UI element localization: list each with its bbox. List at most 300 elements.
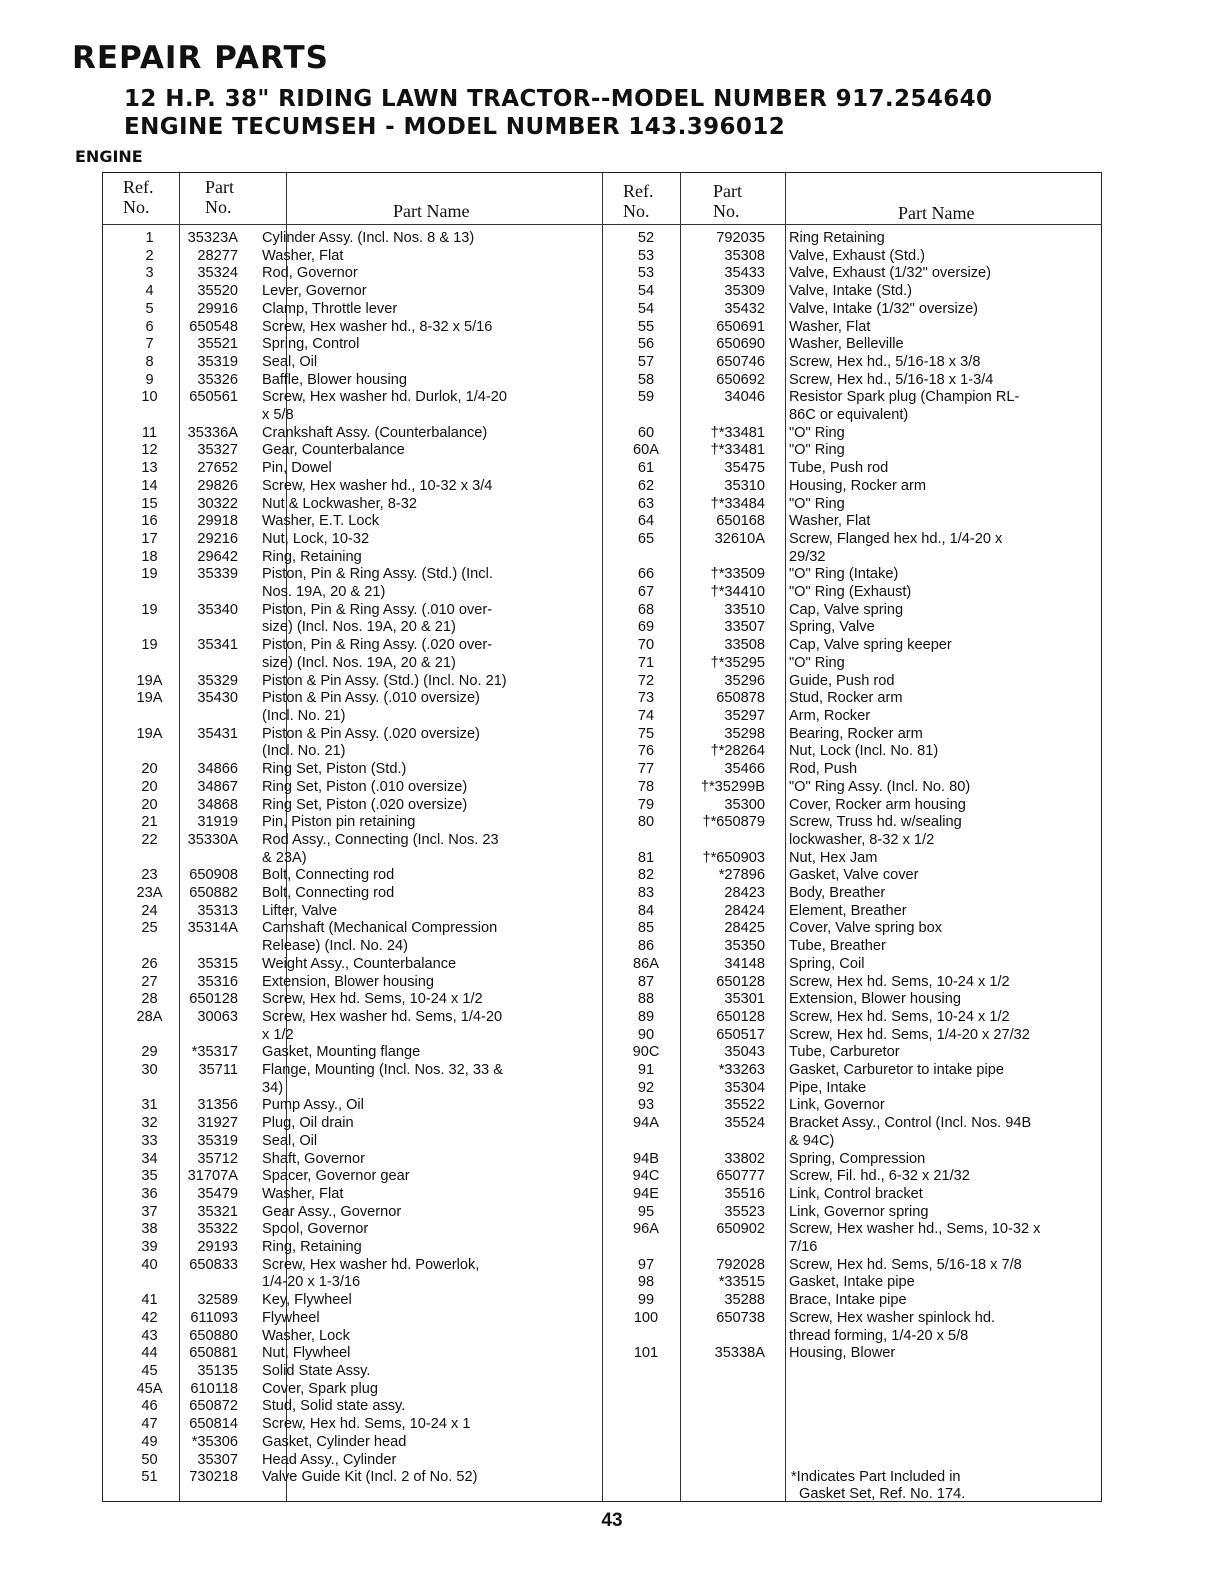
part-number-cell: 650168 — [716, 513, 765, 530]
part-name-cell: Screw, Hex washer spinlock hd. — [789, 1309, 996, 1326]
ref-cell: 65 — [637, 530, 655, 547]
part-name-cell: & 23A) — [262, 849, 307, 866]
part-name-cell: Rod, Governor — [262, 265, 358, 282]
part-number-cell: 650517 — [716, 1026, 765, 1043]
ref-cell: 28 — [141, 991, 158, 1008]
left-parts-list — [127, 230, 558, 1487]
ref-cell — [127, 407, 172, 425]
ref-cell: 94E — [633, 1185, 659, 1202]
ref-cell: 47 — [141, 1416, 158, 1433]
table-row — [611, 230, 1084, 248]
table-row — [611, 1186, 1084, 1204]
ref-cell: 30 — [141, 1062, 158, 1079]
ref-cell: 46 — [141, 1398, 158, 1415]
part-number-cell: †*33481 — [710, 424, 765, 441]
part-name-cell: Plug, Oil drain — [262, 1115, 354, 1132]
part-name-cell: 86C or equivalent) — [789, 407, 909, 424]
ref-cell: 28A — [136, 1008, 163, 1025]
table-row — [127, 1398, 558, 1416]
part-name-cell: Washer, Flat — [789, 318, 871, 335]
table-row — [127, 1168, 558, 1186]
ref-cell: 3 — [145, 265, 154, 282]
table-row — [127, 1274, 558, 1292]
table-row — [611, 1168, 1084, 1186]
part-number-cell: †*28264 — [710, 743, 765, 760]
part-number-cell: 34868 — [197, 796, 238, 813]
table-row — [127, 867, 558, 885]
part-name-cell: Screw, Hex hd. Sems, 10-24 x 1/2 — [262, 991, 483, 1008]
part-number-cell: 35516 — [724, 1185, 765, 1202]
table-row — [127, 797, 558, 815]
ref-cell: 70 — [637, 637, 655, 654]
part-name-cell: Nut, Lock, 10-32 — [262, 530, 370, 547]
part-name-cell: Ring Set, Piston (.010 oversize) — [262, 778, 468, 795]
table-row — [127, 407, 558, 425]
right-parts-list — [611, 230, 1084, 1363]
part-number-cell: 31356 — [197, 1097, 238, 1114]
ref-cell — [127, 1027, 172, 1045]
ref-cell: 19 — [141, 566, 158, 583]
ref-cell: 93 — [637, 1097, 655, 1114]
ref-cell: 20 — [141, 761, 158, 778]
part-number-cell — [172, 655, 252, 673]
part-number-cell: 650746 — [716, 353, 765, 370]
ref-cell: 73 — [637, 690, 655, 707]
table-row — [127, 1221, 558, 1239]
part-name-cell: Spring, Compression — [789, 1150, 926, 1167]
part-name-cell: Gasket, Valve cover — [789, 867, 919, 884]
table-row — [611, 319, 1084, 337]
table-row — [611, 566, 1084, 584]
ref-cell: 42 — [141, 1309, 158, 1326]
ref-cell: 64 — [637, 513, 655, 530]
part-name-cell: Link, Control bracket — [789, 1185, 923, 1202]
table-row — [127, 1027, 558, 1045]
table-row — [611, 549, 1084, 567]
ref-cell — [127, 1080, 172, 1098]
part-number-cell: 35523 — [724, 1203, 765, 1220]
part-number-cell: 34867 — [197, 778, 238, 795]
table-row — [127, 1133, 558, 1151]
table-row — [611, 372, 1084, 390]
footnote: *Indicates Part Included in Gasket Set, Ref. No. 174. — [791, 1469, 966, 1502]
table-row — [127, 319, 558, 337]
table-row — [611, 442, 1084, 460]
table-row — [127, 1257, 558, 1275]
part-number-cell: *35317 — [191, 1044, 238, 1061]
part-number-cell: 650872 — [189, 1398, 238, 1415]
part-name-cell: 1/4-20 x 1-3/16 — [262, 1274, 361, 1291]
part-number-cell: 35712 — [197, 1150, 238, 1167]
part-number-cell: 650692 — [716, 371, 765, 388]
ref-cell: 50 — [141, 1451, 158, 1468]
part-number-cell: 35341 — [197, 637, 238, 654]
part-name-cell: Screw, Hex washer hd., Sems, 10-32 x — [789, 1221, 1041, 1238]
table-row — [611, 1009, 1084, 1027]
part-name-cell: Ring Set, Piston (.020 oversize) — [262, 796, 468, 813]
section-label: ENGINE — [75, 147, 143, 166]
part-name-cell: Ring, Retaining — [262, 548, 362, 565]
table-row — [127, 1239, 558, 1257]
part-number-cell: 35330A — [187, 831, 238, 848]
part-number-cell: 35308 — [724, 247, 765, 264]
part-name-cell: Resistor Spark plug (Champion RL- — [789, 389, 1020, 406]
ref-cell: 84 — [637, 902, 655, 919]
ref-cell: 55 — [637, 318, 655, 335]
part-number-cell: 611093 — [190, 1309, 238, 1326]
part-name-cell: Screw, Hex hd., 5/16-18 x 3/8 — [789, 353, 981, 370]
header-ref-no-right: Ref. No. — [623, 181, 654, 221]
part-name-cell: Seal, Oil — [262, 353, 318, 370]
table-row — [127, 354, 558, 372]
table-row — [127, 460, 558, 478]
table-row — [611, 991, 1084, 1009]
table-row — [611, 974, 1084, 992]
part-number-cell: 35329 — [197, 672, 238, 689]
part-name-cell: Valve, Intake (1/32" oversize) — [789, 300, 979, 317]
part-name-cell: Spring, Coil — [789, 955, 865, 972]
ref-cell: 49 — [141, 1433, 158, 1450]
part-number-cell: 35309 — [724, 283, 765, 300]
part-name-cell: Flywheel — [262, 1309, 320, 1326]
part-name-cell: Nut & Lockwasher, 8-32 — [262, 495, 417, 512]
table-row — [127, 1381, 558, 1399]
part-name-cell: Ring Retaining — [789, 230, 885, 246]
part-name-cell: Screw, Fil. hd., 6-32 x 21/32 — [789, 1168, 970, 1185]
ref-cell: 29 — [141, 1044, 158, 1061]
part-number-cell: 35307 — [197, 1451, 238, 1468]
ref-cell: 23A — [136, 885, 163, 902]
table-row — [611, 903, 1084, 921]
part-number-cell: 650691 — [716, 318, 765, 335]
table-row — [127, 372, 558, 390]
ref-cell: 32 — [141, 1115, 158, 1132]
ref-cell — [127, 584, 172, 602]
part-number-cell: 27652 — [197, 460, 238, 477]
part-name-cell: "O" Ring — [789, 495, 845, 512]
ref-cell: 27 — [141, 973, 158, 990]
table-row — [611, 1257, 1084, 1275]
part-name-cell: Piston, Pin & Ring Assy. (Std.) (Incl. — [262, 566, 493, 583]
ref-cell: 69 — [637, 619, 655, 636]
part-name-cell: Bolt, Connecting rod — [262, 885, 395, 902]
part-name-cell: Screw, Hex washer hd., 8-32 x 5/16 — [262, 318, 493, 335]
part-name-cell: Rod, Push — [789, 761, 858, 778]
part-name-cell: Cover, Rocker arm housing — [789, 796, 966, 813]
part-name-cell: Lifter, Valve — [262, 902, 338, 919]
part-number-cell: 35479 — [197, 1185, 238, 1202]
part-name-cell: Bracket Assy., Control (Incl. Nos. 94B — [789, 1115, 1032, 1132]
ref-cell: 33 — [141, 1132, 158, 1149]
table-row — [127, 1204, 558, 1222]
part-number-cell: 31707A — [187, 1168, 238, 1185]
ref-cell: 19A — [136, 690, 163, 707]
part-number-cell: 29642 — [197, 548, 238, 565]
part-name-cell: Camshaft (Mechanical Compression — [262, 920, 498, 937]
table-row — [127, 442, 558, 460]
part-number-cell: 35323A — [187, 230, 238, 246]
table-row — [611, 673, 1084, 691]
table-row — [611, 1115, 1084, 1133]
table-row — [611, 1292, 1084, 1310]
page-number: 43 — [601, 1510, 623, 1531]
part-number-cell: 650128 — [189, 991, 238, 1008]
table-row — [127, 761, 558, 779]
part-number-cell: 35475 — [724, 460, 765, 477]
part-number-cell — [172, 850, 252, 868]
part-name-cell: Screw, Hex hd. Sems, 10-24 x 1 — [262, 1416, 471, 1433]
part-name-cell: Washer, Flat — [262, 247, 344, 264]
part-name-cell: Screw, Hex hd. Sems, 1/4-20 x 27/32 — [789, 1026, 1030, 1043]
part-number-cell: 650561 — [189, 389, 238, 406]
part-name-cell: Screw, Hex hd. Sems, 5/16-18 x 7/8 — [789, 1256, 1022, 1273]
part-name-cell: Seal, Oil — [262, 1132, 318, 1149]
ref-cell: 19 — [141, 601, 158, 618]
part-number-cell: 35043 — [724, 1044, 765, 1061]
ref-cell: 94C — [632, 1168, 660, 1185]
part-number-cell: 35313 — [197, 902, 238, 919]
part-number-cell: 35322 — [197, 1221, 238, 1238]
table-row — [127, 637, 558, 655]
part-name-cell: Screw, Hex hd. Sems, 10-24 x 1/2 — [789, 973, 1010, 990]
part-number-cell: 35433 — [724, 265, 765, 282]
part-number-cell: 31919 — [197, 814, 238, 831]
table-row — [611, 336, 1084, 354]
table-row — [611, 1345, 1084, 1363]
part-name-cell: Pipe, Intake — [789, 1079, 867, 1096]
part-number-cell: 650128 — [716, 973, 765, 990]
parts-table — [102, 172, 1102, 1502]
ref-cell: 53 — [637, 265, 655, 282]
table-row — [611, 726, 1084, 744]
part-number-cell: 650814 — [189, 1416, 238, 1433]
table-row — [127, 885, 558, 903]
ref-cell: 90C — [632, 1044, 660, 1061]
table-row — [127, 974, 558, 992]
table-row — [127, 814, 558, 832]
part-name-cell: Cylinder Assy. (Incl. Nos. 8 & 13) — [262, 230, 475, 246]
table-row — [127, 531, 558, 549]
ref-cell: 61 — [637, 460, 655, 477]
part-number-cell: †*35295 — [710, 654, 765, 671]
table-row — [127, 301, 558, 319]
table-row — [127, 1292, 558, 1310]
part-number-cell — [172, 708, 252, 726]
ref-cell: 62 — [637, 477, 655, 494]
part-name-cell: Piston, Pin & Ring Assy. (.010 over- — [262, 601, 493, 618]
part-number-cell: 610118 — [190, 1380, 238, 1397]
part-number-cell: 650690 — [716, 336, 765, 353]
part-number-cell: 730218 — [189, 1469, 238, 1486]
part-name-cell: Washer, Flat — [262, 1185, 344, 1202]
ref-cell: 5 — [145, 300, 154, 317]
table-row — [611, 1239, 1084, 1257]
table-row — [611, 708, 1084, 726]
part-name-cell: Flange, Mounting (Incl. Nos. 32, 33 & — [262, 1062, 503, 1079]
table-row — [611, 425, 1084, 443]
table-row — [127, 673, 558, 691]
part-number-cell: 35339 — [197, 566, 238, 583]
table-row — [611, 283, 1084, 301]
ref-cell: 85 — [637, 920, 655, 937]
part-number-cell: 31927 — [197, 1115, 238, 1132]
part-number-cell: 35326 — [197, 371, 238, 388]
ref-cell: 100 — [633, 1309, 659, 1326]
ref-cell: 37 — [141, 1203, 158, 1220]
table-row — [611, 956, 1084, 974]
table-row — [611, 389, 1084, 407]
part-name-cell: "O" Ring — [789, 654, 845, 671]
part-name-cell: Stud, Rocker arm — [789, 690, 903, 707]
part-name-cell: Gasket, Mounting flange — [262, 1044, 421, 1061]
part-name-cell: Screw, Hex washer hd., 10-32 x 3/4 — [262, 477, 493, 494]
ref-cell: 24 — [141, 902, 158, 919]
table-row — [127, 1416, 558, 1434]
part-name-cell: & 94C) — [789, 1132, 835, 1149]
table-row — [127, 1097, 558, 1115]
ref-cell: 54 — [637, 283, 655, 300]
ref-cell: 87 — [637, 973, 655, 990]
part-name-cell: Screw, Hex washer hd. Durlok, 1/4-20 — [262, 389, 507, 406]
part-number-cell: 28424 — [724, 902, 765, 919]
ref-cell: 98 — [637, 1274, 655, 1291]
part-number-cell: 29918 — [197, 513, 238, 530]
part-number-cell: 35319 — [197, 1132, 238, 1149]
ref-cell: 18 — [141, 548, 158, 565]
part-name-cell: (Incl. No. 21) — [262, 743, 346, 760]
table-row — [611, 1328, 1084, 1346]
part-number-cell: 34046 — [724, 389, 765, 406]
ref-cell: 19A — [136, 672, 163, 689]
table-row — [127, 1080, 558, 1098]
part-name-cell: Screw, Truss hd. w/sealing — [789, 814, 962, 831]
part-name-cell: Valve, Intake (Std.) — [789, 283, 913, 300]
ref-cell — [127, 850, 172, 868]
ref-cell: 91 — [637, 1062, 655, 1079]
part-number-cell: 35430 — [197, 690, 238, 707]
table-row — [611, 1221, 1084, 1239]
part-number-cell: 35524 — [724, 1115, 765, 1132]
part-number-cell: 35321 — [197, 1203, 238, 1220]
part-name-cell: Valve, Exhaust (1/32" oversize) — [789, 265, 992, 282]
ref-cell: 56 — [637, 336, 655, 353]
part-number-cell: 792035 — [716, 230, 765, 246]
ref-cell: 13 — [141, 460, 158, 477]
header-ref-no: Ref. No. — [123, 177, 154, 217]
table-row — [611, 1133, 1084, 1151]
table-row — [127, 619, 558, 637]
part-name-cell: "O" Ring (Intake) — [789, 566, 899, 583]
part-name-cell: Washer, E.T. Lock — [262, 513, 380, 530]
table-row — [611, 619, 1084, 637]
table-row — [611, 814, 1084, 832]
part-name-cell: Valve, Exhaust (Std.) — [789, 247, 925, 264]
part-name-cell: Solid State Assy. — [262, 1363, 371, 1379]
part-name-cell: Pump Assy., Oil — [262, 1097, 364, 1114]
ref-cell: 39 — [141, 1239, 158, 1256]
table-row — [127, 1151, 558, 1169]
part-name-cell: Nut, Flywheel — [262, 1345, 351, 1362]
table-row — [611, 690, 1084, 708]
part-number-cell: 35135 — [197, 1363, 238, 1379]
part-number-cell: 29216 — [197, 530, 238, 547]
part-name-cell: Piston & Pin Assy. (Std.) (Incl. No. 21) — [262, 672, 507, 689]
part-name-cell: Tube, Carburetor — [789, 1044, 900, 1061]
ref-cell — [611, 1239, 681, 1257]
ref-cell: 86 — [637, 938, 655, 955]
part-name-cell: Gasket, Cylinder head — [262, 1433, 407, 1450]
ref-cell: 88 — [637, 991, 655, 1008]
part-number-cell: 35296 — [724, 672, 765, 689]
ref-cell: 83 — [637, 885, 655, 902]
table-row — [611, 1062, 1084, 1080]
part-name-cell: (Incl. No. 21) — [262, 707, 346, 724]
table-row — [611, 1310, 1084, 1328]
part-number-cell — [681, 832, 779, 850]
part-name-cell: "O" Ring — [789, 424, 845, 441]
table-row — [611, 637, 1084, 655]
part-name-cell: Tube, Breather — [789, 938, 886, 955]
part-name-cell: x 5/8 — [262, 407, 294, 424]
table-row — [127, 743, 558, 761]
table-row — [127, 496, 558, 514]
table-row — [127, 1345, 558, 1363]
part-number-cell: 35324 — [197, 265, 238, 282]
part-name-cell: Valve Guide Kit (Incl. 2 of No. 52) — [262, 1469, 478, 1486]
table-row — [611, 496, 1084, 514]
part-name-cell: Gear, Counterbalance — [262, 442, 405, 459]
part-name-cell: "O" Ring (Exhaust) — [789, 584, 912, 601]
table-row — [611, 885, 1084, 903]
table-row — [127, 336, 558, 354]
part-name-cell: lockwasher, 8-32 x 1/2 — [789, 831, 935, 848]
part-number-cell: 650882 — [189, 885, 238, 902]
part-number-cell: 35310 — [724, 477, 765, 494]
part-name-cell: Key, Flywheel — [262, 1292, 352, 1309]
ref-cell: 58 — [637, 371, 655, 388]
part-number-cell — [172, 743, 252, 761]
ref-cell — [611, 549, 681, 567]
ref-cell: 23 — [141, 867, 158, 884]
part-number-cell — [681, 1239, 779, 1257]
part-number-cell: 33508 — [724, 637, 765, 654]
ref-cell: 35 — [141, 1168, 158, 1185]
table-row — [611, 248, 1084, 266]
table-row — [611, 1151, 1084, 1169]
ref-cell: 99 — [637, 1292, 655, 1309]
part-number-cell: 35314A — [187, 920, 238, 937]
part-number-cell: 29193 — [197, 1239, 238, 1256]
part-number-cell — [172, 1080, 252, 1098]
part-name-cell: Spacer, Governor gear — [262, 1168, 410, 1185]
ref-cell: 45 — [141, 1363, 158, 1379]
part-number-cell: 35300 — [724, 796, 765, 813]
column-divider — [602, 173, 603, 1501]
table-row — [611, 832, 1084, 850]
part-name-cell: "O" Ring Assy. (Incl. No. 80) — [789, 778, 971, 795]
table-row — [611, 478, 1084, 496]
part-number-cell: †*34410 — [710, 584, 765, 601]
part-name-cell: Screw, Hex hd., 5/16-18 x 1-3/4 — [789, 371, 994, 388]
ref-cell: 26 — [141, 955, 158, 972]
part-number-cell: 35466 — [724, 761, 765, 778]
table-row — [611, 779, 1084, 797]
part-name-cell: Lever, Governor — [262, 283, 367, 300]
part-number-cell: 650908 — [189, 867, 238, 884]
table-row — [127, 1115, 558, 1133]
model-subtitle: 12 H.P. 38" RIDING LAWN TRACTOR--MODEL NUMBER 917.254640 — [124, 86, 993, 112]
ref-cell: 86A — [633, 955, 659, 972]
